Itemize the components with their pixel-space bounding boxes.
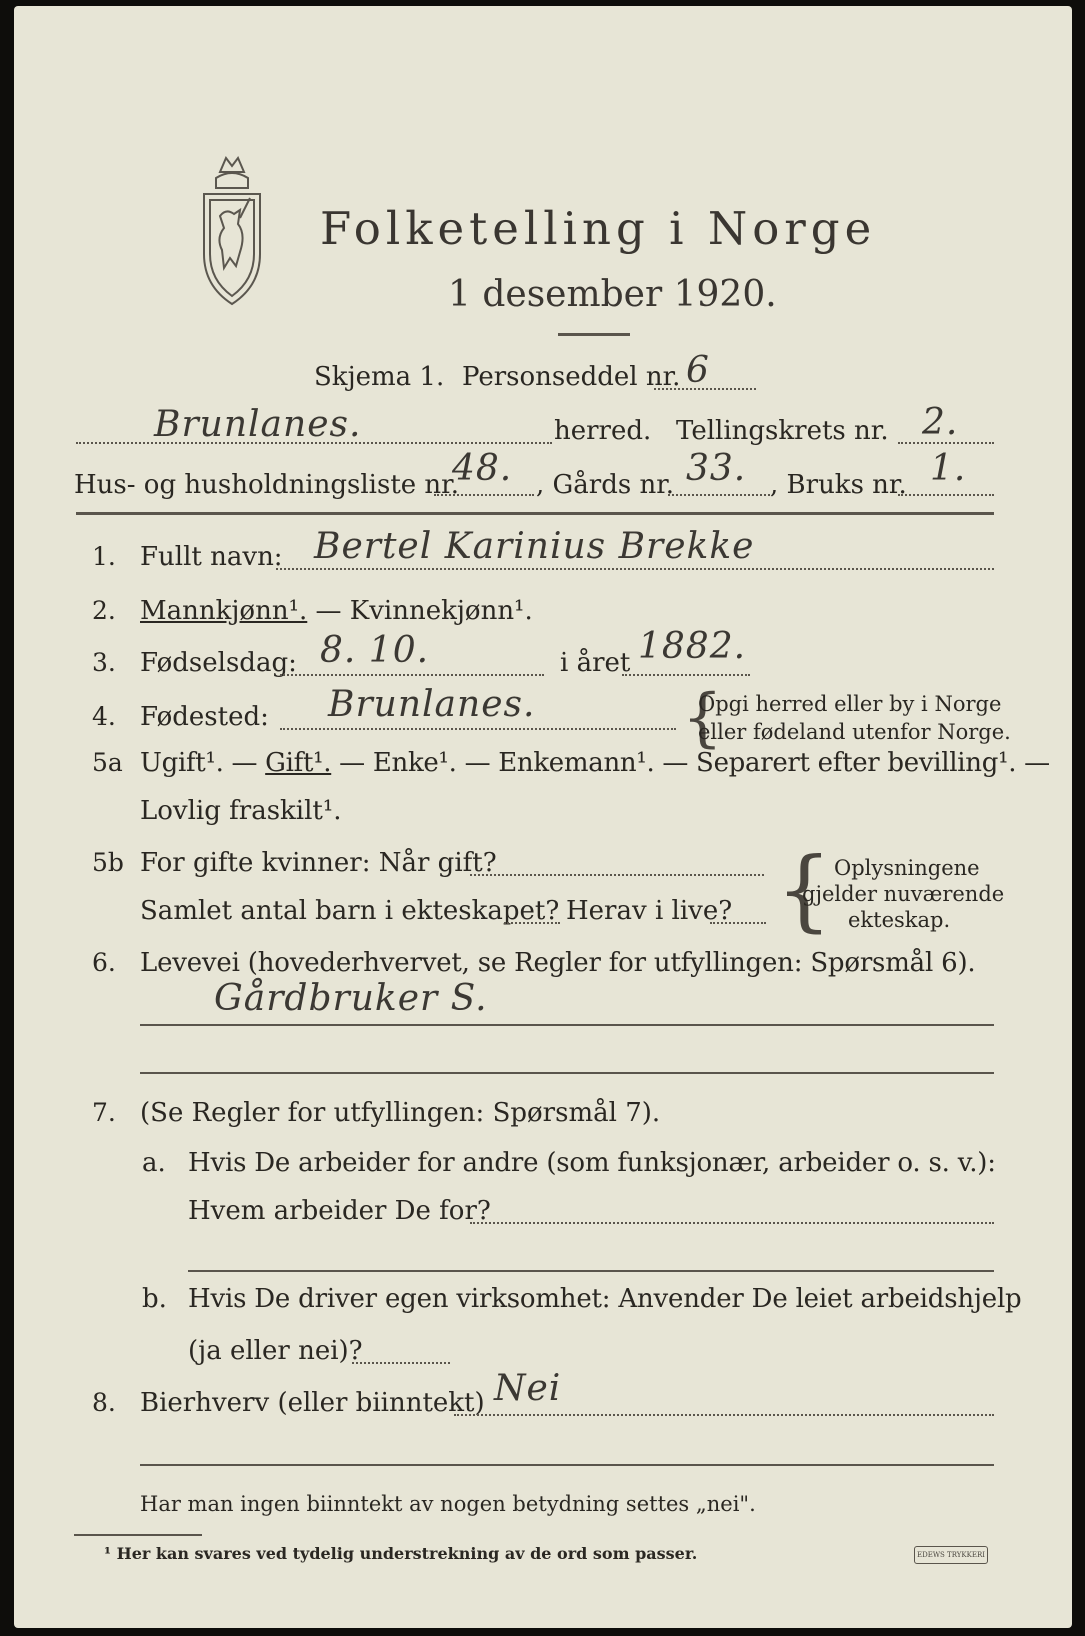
q3-year-label: i året: [560, 648, 631, 678]
q5b-note-line1: Oplysningene: [834, 856, 980, 880]
q5b-children-label: Samlet antal barn i ekteskapet?: [140, 896, 560, 926]
census-form-sheet: [14, 6, 1072, 1628]
q6-occupation[interactable]: Gårdbruker S.: [214, 978, 488, 1019]
bruks-label: , Bruks nr.: [770, 470, 907, 500]
q4-brace: {: [682, 681, 723, 755]
header-separator: [76, 512, 994, 515]
q3-number: 3.: [92, 648, 116, 677]
q5b-alive-label: Herav i live?: [566, 896, 733, 926]
q8-label: Bierhverv (eller biinntekt): [140, 1388, 485, 1418]
q7a-label: Hvis De arbeider for andre (som funksjonær, arbeider o. s. v.):: [188, 1148, 996, 1178]
tellingskrets-value[interactable]: 2.: [922, 402, 959, 443]
q3-birthday[interactable]: 8. 10.: [320, 630, 430, 671]
q2-female-option[interactable]: — Kvinnekjønn¹.: [307, 596, 533, 626]
bruks-line: [898, 494, 994, 496]
q7b-label: Hvis De driver egen virksomhet: Anvender De leiet arbeidshjelp: [188, 1284, 1022, 1314]
q2-male-option[interactable]: Mannkjønn¹.: [140, 596, 308, 626]
q2-gender: [140, 596, 533, 626]
q5a-number: 5a: [92, 748, 123, 777]
q3-birth-year[interactable]: 1882.: [638, 626, 747, 667]
footer-note: Har man ingen biinntekt av nogen betydning settes „nei".: [140, 1492, 756, 1516]
tellingskrets-label: Tellingskrets nr.: [676, 416, 889, 446]
q7b-answer-line[interactable]: [352, 1362, 450, 1364]
q3-year-line: [622, 674, 750, 676]
personseddel-value[interactable]: 6: [686, 350, 710, 391]
q6-line1: [140, 1024, 994, 1026]
q7-number: 7.: [92, 1098, 116, 1127]
coat-of-arms-icon: [196, 154, 268, 312]
q1-full-name[interactable]: Bertel Karinius Brekke: [314, 526, 755, 567]
q4-note-line1: Opgi herred eller by i Norge: [698, 692, 1002, 716]
q4-number: 4.: [92, 702, 116, 731]
form-title: Folketelling i Norge: [320, 202, 877, 255]
q4-note-line2: eller fødeland utenfor Norge.: [698, 720, 1011, 744]
herred-label: herred.: [554, 416, 652, 446]
q5a-other-options[interactable]: — Enke¹. — Enkemann¹. — Separert efter bevilling¹. —: [331, 748, 1050, 778]
bruks-value[interactable]: 1.: [930, 448, 967, 489]
title-divider: [558, 333, 630, 336]
printer-stamp: EDEWS TRYKKERI: [914, 1546, 988, 1564]
q3-label: Fødselsdag:: [140, 648, 297, 678]
q7b-letter: b.: [142, 1284, 167, 1314]
q1-number: 1.: [92, 542, 116, 571]
q1-label: Fullt navn:: [140, 542, 283, 572]
q5b-note-line2: gjelder nuværende: [802, 882, 1005, 906]
husholdningsliste-label: Hus- og husholdningsliste nr.: [74, 470, 460, 500]
gards-label: , Gårds nr.: [536, 470, 675, 500]
q6-number: 6.: [92, 948, 116, 977]
q4-line: [280, 728, 676, 730]
husholdningsliste-line: [434, 494, 534, 496]
q7a-letter: a.: [142, 1148, 166, 1178]
q6-line2: [140, 1072, 994, 1074]
q4-label: Fødested:: [140, 702, 269, 732]
q8-line2: [140, 1464, 994, 1466]
q7a-employer-label: Hvem arbeider De for?: [188, 1196, 491, 1226]
q7b-answer-label: (ja eller nei)?: [188, 1336, 363, 1366]
q1-line: [276, 568, 994, 570]
q4-birthplace[interactable]: Brunlanes.: [328, 684, 536, 725]
gards-line: [668, 494, 770, 496]
q3-line: [280, 674, 544, 676]
q5a-marital-status: [140, 748, 1050, 778]
q7a-employer-line[interactable]: [470, 1222, 994, 1224]
q5b-number: 5b: [92, 848, 124, 877]
q8-secondary-income[interactable]: Nei: [494, 1368, 562, 1409]
q2-number: 2.: [92, 596, 116, 625]
q6-label: Levevei (hovederhvervet, se Regler for utfyllingen: Spørsmål 6).: [140, 948, 976, 978]
husholdningsliste-value[interactable]: 48.: [452, 448, 513, 489]
q8-line: [454, 1414, 994, 1416]
q5b-note-line3: ekteskap.: [848, 908, 951, 932]
q5b-alive-line[interactable]: [710, 922, 766, 924]
q5b-brace: {: [776, 838, 832, 941]
q5b-married-when-line[interactable]: [470, 874, 764, 876]
q8-number: 8.: [92, 1388, 116, 1417]
census-date: 1 desember 1920.: [448, 274, 777, 315]
q5a-ugift-option[interactable]: Ugift¹. —: [140, 748, 266, 778]
personseddel-label: Personseddel nr.: [462, 362, 681, 392]
herred-value[interactable]: Brunlanes.: [154, 404, 362, 445]
q5a-gift-option[interactable]: Gift¹.: [265, 748, 332, 778]
footnote: ¹ Her kan svares ved tydelig understrekning av de ord som passer.: [104, 1544, 698, 1563]
q7a-line2: [188, 1270, 994, 1272]
gards-value[interactable]: 33.: [686, 448, 747, 489]
q5b-children-line[interactable]: [504, 922, 560, 924]
skjema-label: Skjema 1.: [314, 362, 445, 392]
q5b-married-when-label: For gifte kvinner: Når gift?: [140, 848, 497, 878]
q7-label: (Se Regler for utfyllingen: Spørsmål 7).: [140, 1098, 661, 1128]
q5a-lovlig-fraskilt[interactable]: Lovlig fraskilt¹.: [140, 796, 342, 826]
footnote-rule: [74, 1534, 202, 1536]
